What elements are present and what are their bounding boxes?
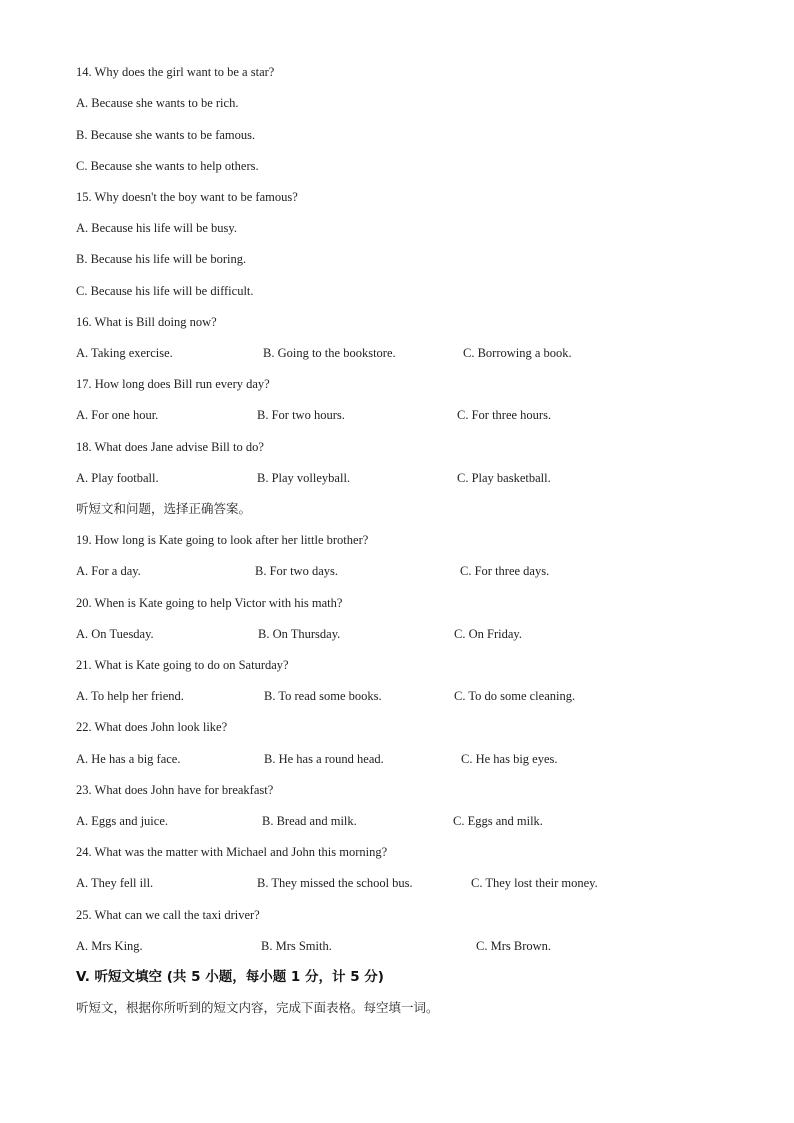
question-23: 23. What does John have for breakfast?	[76, 783, 274, 797]
question-15-option-c: C. Because his life will be difficult.	[76, 284, 254, 298]
question-23-option-a: A. Eggs and juice.	[76, 814, 168, 828]
question-25-option-a: A. Mrs King.	[76, 939, 143, 953]
question-23-option-b: B. Bread and milk.	[262, 814, 357, 828]
question-15-option-a: A. Because his life will be busy.	[76, 221, 237, 235]
question-20-option-c: C. On Friday.	[454, 627, 522, 641]
question-25-option-b: B. Mrs Smith.	[261, 939, 332, 953]
question-22-option-a: A. He has a big face.	[76, 752, 181, 766]
question-15-option-b: B. Because his life will be boring.	[76, 252, 247, 266]
question-25-option-c: C. Mrs Brown.	[476, 939, 552, 953]
question-16-option-a: A. Taking exercise.	[76, 346, 173, 360]
instruction-fill-table: 听短文，根据你所听到的短文内容，完成下面表格。每空填一词。	[76, 1000, 439, 1015]
question-14-option-b: B. Because she wants to be famous.	[76, 128, 256, 142]
question-14-option-a: A. Because she wants to be rich.	[76, 96, 239, 110]
question-17-option-b: B. For two hours.	[257, 408, 345, 422]
question-24-option-c: C. They lost their money.	[471, 876, 598, 890]
question-19-option-a: A. For a day.	[76, 564, 141, 578]
question-22: 22. What does John look like?	[76, 720, 228, 734]
question-14: 14. Why does the girl want to be a star?	[76, 65, 275, 79]
question-16-option-b: B. Going to the bookstore.	[263, 346, 396, 360]
question-18-option-b: B. Play volleyball.	[257, 471, 351, 485]
question-14-option-c: C. Because she wants to help others.	[76, 159, 259, 173]
question-25: 25. What can we call the taxi driver?	[76, 908, 260, 922]
instruction-listen-passage: 听短文和问题，选择正确答案。	[76, 501, 252, 516]
question-24: 24. What was the matter with Michael and John this morning?	[76, 845, 388, 859]
question-19-option-b: B. For two days.	[255, 564, 338, 578]
question-18-option-c: C. Play basketball.	[457, 471, 551, 485]
question-17-option-c: C. For three hours.	[457, 408, 552, 422]
question-20-option-a: A. On Tuesday.	[76, 627, 154, 641]
question-22-option-c: C. He has big eyes.	[461, 752, 558, 766]
question-18-option-a: A. Play football.	[76, 471, 159, 485]
question-15: 15. Why doesn't the boy want to be famous?	[76, 190, 298, 204]
question-24-option-b: B. They missed the school bus.	[257, 876, 413, 890]
question-23-option-c: C. Eggs and milk.	[453, 814, 543, 828]
question-21: 21. What is Kate going to do on Saturday?	[76, 658, 289, 672]
question-21-option-c: C. To do some cleaning.	[454, 689, 576, 703]
question-16: 16. What is Bill doing now?	[76, 315, 217, 329]
question-17-option-a: A. For one hour.	[76, 408, 159, 422]
question-24-option-a: A. They fell ill.	[76, 876, 154, 890]
question-19: 19. How long is Kate going to look after her little brother?	[76, 533, 369, 547]
question-17: 17. How long does Bill run every day?	[76, 377, 270, 391]
question-22-option-b: B. He has a round head.	[264, 752, 384, 766]
question-20: 20. When is Kate going to help Victor with his math?	[76, 596, 343, 610]
question-16-option-c: C. Borrowing a book.	[463, 346, 572, 360]
question-21-option-b: B. To read some books.	[264, 689, 382, 703]
question-20-option-b: B. On Thursday.	[258, 627, 341, 641]
question-18: 18. What does Jane advise Bill to do?	[76, 440, 264, 454]
question-19-option-c: C. For three days.	[460, 564, 550, 578]
section-5-title: V. 听短文填空 (共 5 小题，每小题 1 分，计 5 分)	[76, 969, 384, 985]
question-21-option-a: A. To help her friend.	[76, 689, 184, 703]
